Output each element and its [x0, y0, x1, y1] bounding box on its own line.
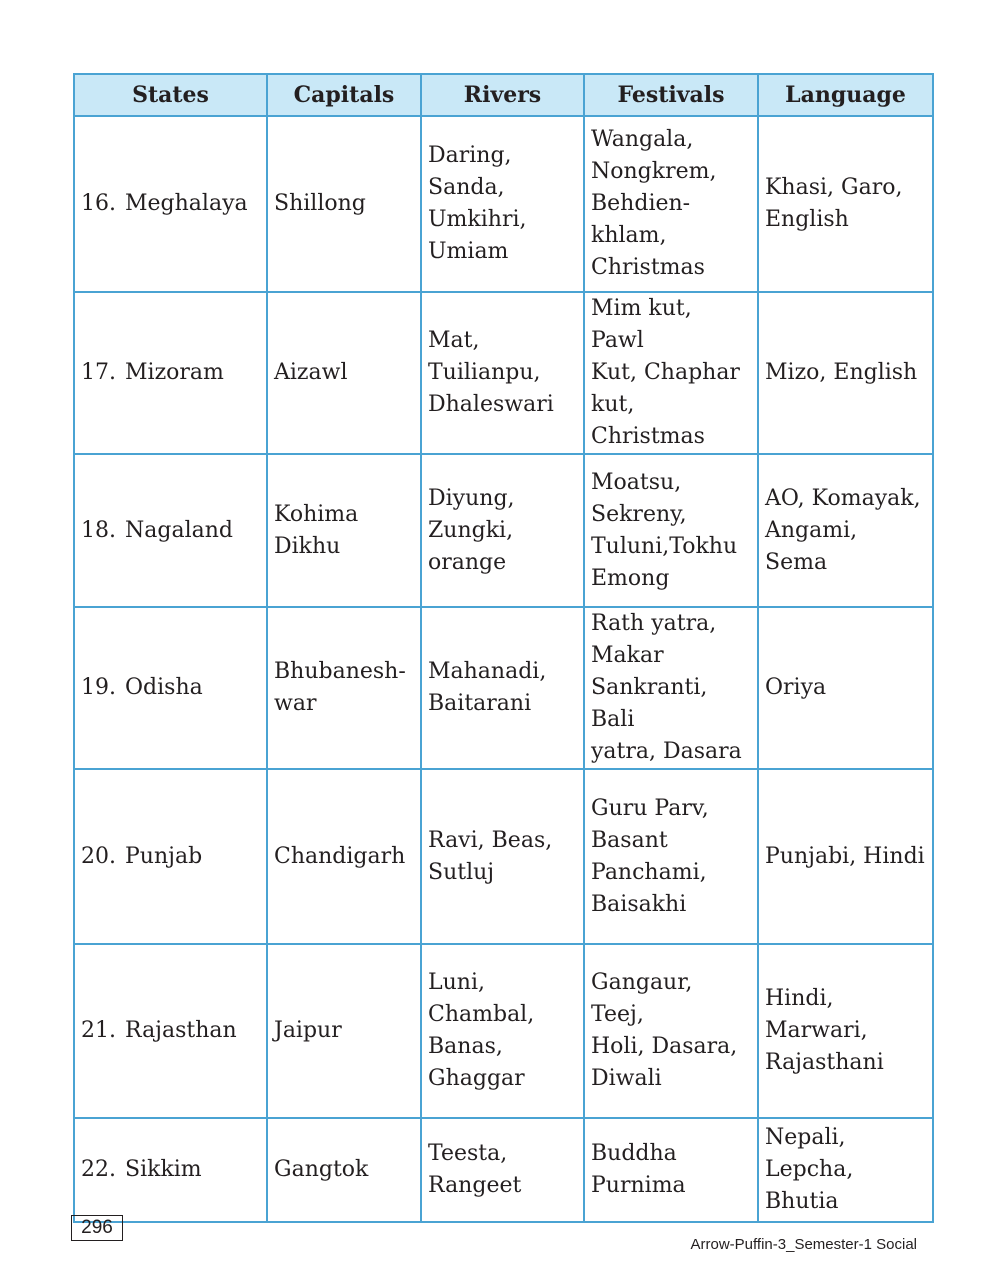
- language-cell: [758, 454, 933, 607]
- state-cell: [74, 607, 267, 769]
- festivals-cell: [584, 454, 758, 607]
- header-rivers: Rivers: [421, 74, 584, 116]
- cell-line: Baisakhi: [591, 891, 687, 917]
- cell-line: Chandigarh: [274, 843, 406, 869]
- cell-line: Sutluj: [428, 859, 495, 885]
- table-row: [74, 607, 933, 769]
- cell-line: Marwari,: [765, 1018, 868, 1043]
- header-festivals: Festivals: [584, 74, 758, 116]
- cell-line: Aizawl: [274, 360, 348, 385]
- festivals-cell: [584, 944, 758, 1118]
- state-number: 16.: [81, 191, 116, 216]
- state-name: Punjab: [125, 843, 203, 869]
- states-table: [73, 73, 934, 1223]
- rivers-cell: [421, 292, 584, 454]
- cell-line: Tuilianpu,: [428, 360, 541, 385]
- cell-line: Mizo, English: [765, 360, 918, 385]
- cell-line: Daring,: [428, 143, 512, 168]
- capital-cell: [267, 944, 421, 1118]
- state-number: 22.: [81, 1157, 116, 1182]
- cell-line: Lepcha, Bhutia: [765, 1157, 854, 1214]
- state-number: 18.: [81, 517, 116, 543]
- cell-line: Baitarani: [428, 691, 532, 716]
- capital-cell: [267, 116, 421, 292]
- state-name: Rajasthan: [125, 1018, 237, 1043]
- rivers-cell: [421, 607, 584, 769]
- cell-line: Mahanadi,: [428, 659, 547, 684]
- festivals-cell: [584, 292, 758, 454]
- cell-line: Mat,: [428, 328, 480, 353]
- language-cell: [758, 292, 933, 454]
- cell-line: Umiam: [428, 239, 509, 264]
- cell-line: Oriya: [765, 675, 827, 700]
- table-row: [74, 454, 933, 607]
- table-row: [74, 116, 933, 292]
- cell-line: Chambal,: [428, 1002, 535, 1027]
- cell-line: Buddha: [591, 1141, 677, 1166]
- cell-line: Luni,: [428, 970, 485, 995]
- state-cell: [74, 944, 267, 1118]
- cell-line: war: [274, 691, 317, 716]
- language-cell: [758, 607, 933, 769]
- cell-line: Gangaur, Teej,: [591, 970, 693, 1027]
- cell-line: Moatsu,: [591, 469, 682, 495]
- cell-line: khlam,: [591, 223, 667, 248]
- state-number: 17.: [81, 360, 116, 385]
- cell-line: Sankranti, Bali: [591, 675, 708, 732]
- cell-line: Mim kut, Pawl: [591, 296, 692, 353]
- festivals-cell: [584, 769, 758, 944]
- footer-text: Arrow-Puffin-3_Semester-1 Social: [690, 1236, 917, 1253]
- cell-line: Kut, Chaphar: [591, 360, 740, 385]
- cell-line: kut, Christmas: [591, 392, 705, 449]
- cell-line: Diwali: [591, 1066, 662, 1091]
- cell-line: AO, Komayak,: [765, 485, 921, 511]
- capital-cell: [267, 607, 421, 769]
- page-number: 296: [71, 1215, 123, 1241]
- state-number: 20.: [81, 843, 116, 869]
- cell-line: Shillong: [274, 191, 366, 216]
- cell-line: Emong: [591, 565, 670, 591]
- state-cell: [74, 292, 267, 454]
- cell-line: Banas,: [428, 1034, 503, 1059]
- language-cell: [758, 769, 933, 944]
- rivers-cell: [421, 1118, 584, 1222]
- table-row: [74, 1118, 933, 1222]
- header-capitals: Capitals: [267, 74, 421, 116]
- cell-line: Panchami,: [591, 859, 707, 885]
- festivals-cell: [584, 1118, 758, 1222]
- cell-line: Wangala,: [591, 127, 694, 152]
- cell-line: Dikhu: [274, 533, 341, 559]
- cell-line: Nongkrem,: [591, 159, 717, 184]
- festivals-cell: [584, 607, 758, 769]
- state-name: Odisha: [125, 675, 203, 700]
- cell-line: Diyung,: [428, 485, 515, 511]
- cell-line: Zungki,: [428, 517, 514, 543]
- cell-line: Purnima: [591, 1173, 686, 1198]
- rivers-cell: [421, 769, 584, 944]
- cell-line: yatra, Dasara: [591, 739, 742, 764]
- rivers-cell: [421, 454, 584, 607]
- table-row: [74, 944, 933, 1118]
- table-header-row: [74, 74, 933, 116]
- cell-line: Hindi,: [765, 986, 834, 1011]
- state-cell: [74, 1118, 267, 1222]
- cell-line: Ghaggar: [428, 1066, 525, 1091]
- cell-line: Ravi, Beas,: [428, 827, 553, 853]
- cell-line: Tuluni,Tokhu: [591, 533, 738, 559]
- cell-line: Rajasthani: [765, 1050, 884, 1075]
- rivers-cell: [421, 116, 584, 292]
- language-cell: [758, 1118, 933, 1222]
- cell-line: Guru Parv,: [591, 795, 709, 821]
- cell-line: Makar: [591, 643, 664, 668]
- header-states: States: [74, 74, 267, 116]
- cell-line: English: [765, 207, 849, 232]
- state-name: Nagaland: [125, 517, 233, 543]
- cell-line: Khasi, Garo,: [765, 175, 903, 200]
- cell-line: Dhaleswari: [428, 392, 554, 417]
- state-cell: [74, 454, 267, 607]
- cell-line: Christmas: [591, 255, 705, 280]
- state-number: 19.: [81, 675, 116, 700]
- cell-line: Basant: [591, 827, 668, 853]
- cell-line: Behdien-: [591, 191, 691, 216]
- capital-cell: [267, 1118, 421, 1222]
- cell-line: Punjabi, Hindi: [765, 843, 925, 869]
- cell-line: Rath yatra,: [591, 611, 717, 636]
- table-row: [74, 292, 933, 454]
- capital-cell: [267, 292, 421, 454]
- state-name: Meghalaya: [125, 191, 248, 216]
- cell-line: orange: [428, 549, 507, 575]
- cell-line: Kohima: [274, 501, 359, 527]
- festivals-cell: [584, 116, 758, 292]
- capital-cell: [267, 769, 421, 944]
- cell-line: Teesta,: [428, 1141, 508, 1166]
- language-cell: [758, 116, 933, 292]
- cell-line: Gangtok: [274, 1157, 369, 1182]
- cell-line: Umkihri,: [428, 207, 527, 232]
- table-row: [74, 769, 933, 944]
- cell-line: Jaipur: [274, 1018, 342, 1043]
- cell-line: Sekreny,: [591, 501, 687, 527]
- cell-line: Rangeet: [428, 1173, 522, 1198]
- state-name: Sikkim: [125, 1157, 202, 1182]
- cell-line: Nepali,: [765, 1125, 846, 1150]
- cell-line: Sanda,: [428, 175, 505, 200]
- rivers-cell: [421, 944, 584, 1118]
- cell-line: Angami, Sema: [765, 517, 858, 575]
- state-cell: [74, 769, 267, 944]
- state-number: 21.: [81, 1018, 116, 1043]
- capital-cell: [267, 454, 421, 607]
- cell-line: Holi, Dasara,: [591, 1034, 738, 1059]
- language-cell: [758, 944, 933, 1118]
- header-language: Language: [758, 74, 933, 116]
- cell-line: Bhubanesh-: [274, 659, 406, 684]
- state-cell: [74, 116, 267, 292]
- state-name: Mizoram: [125, 360, 224, 385]
